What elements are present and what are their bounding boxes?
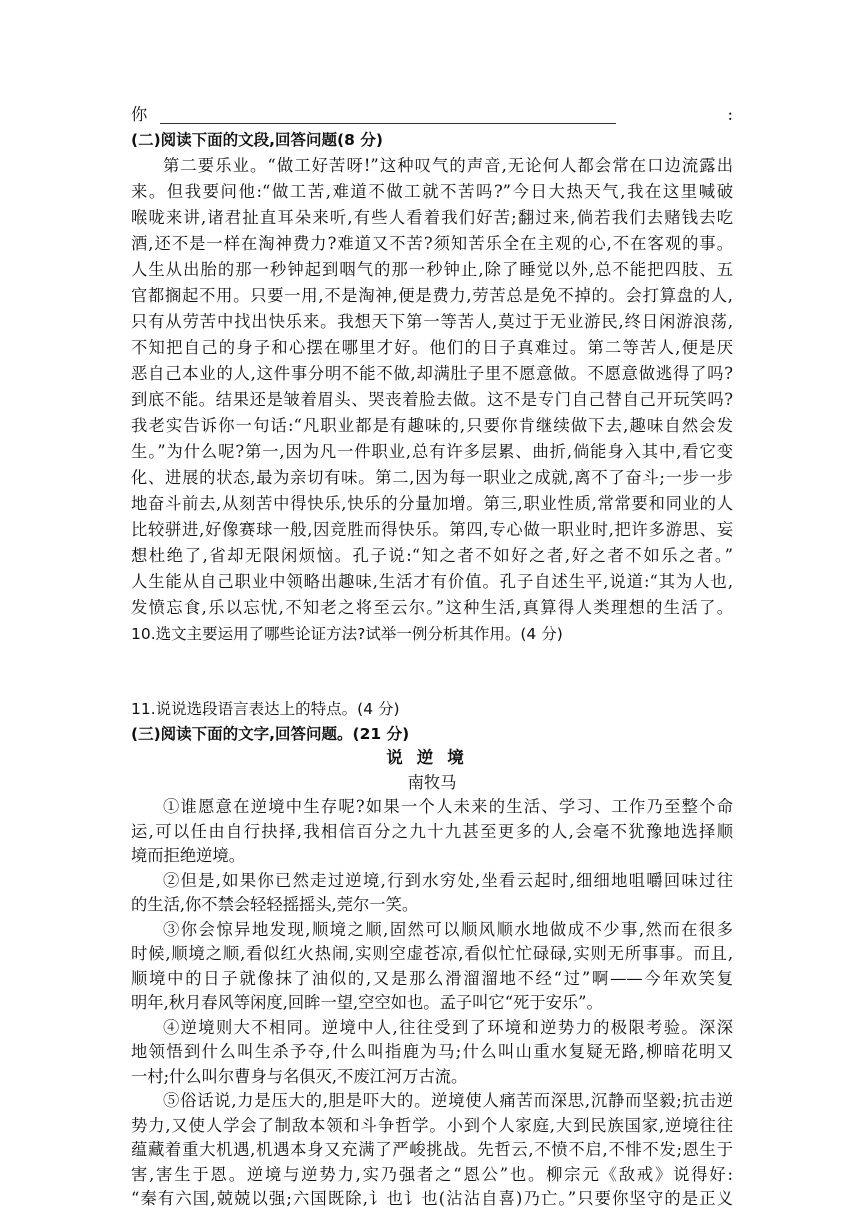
article-author: 南牧马 (407, 772, 457, 792)
article-paragraph-line: 一村;什么叫尔曹身与名俱灭,不废江河万古流。 (131, 1066, 468, 1086)
passage2-line: 到底不能。结果还是皱着眉头、哭丧着脸去做。这不是专门自己替自己开玩笑吗? (131, 390, 733, 409)
passage2-line: 地奋斗前去,从刻苦中得快乐,快乐的分量加增。第三,职业性质,常常要和同业的人 (131, 494, 733, 513)
passage2-line: 发愤忘食,乐以忘忧,不知老之将至云尔。”这种生活,真算得人类理想的生活了。 (131, 598, 733, 617)
article-paragraph-line: 势力,又使人学会了制敌本领和斗争哲学。小到个人家庭,大到民族国家,逆境往往 (131, 1115, 733, 1135)
article-paragraph-line: ②但是,如果你已然走过逆境,行到水穷处,坐看云起时,细细地咀嚼回味过往 (163, 870, 733, 890)
passage2-line: 喉咙来讲,诸君扯直耳朵来听,有些人看着我们好苦;翻过来,倘若我们去赌钱去吃 (131, 208, 733, 227)
article-paragraph-line: 的生活,你不禁会轻轻摇摇头,莞尔一笑。 (131, 895, 419, 915)
passage2-line: 官都搁起不用。只要一用,不是淘神,便是费力,劳苦总是免不掉的。会打算盘的人, (131, 286, 733, 305)
article-paragraph-line: “秦有六国,兢兢以强;六国既除,讠也讠也(沾沾自喜)乃亡。”只要你坚守的是正义 (131, 1189, 733, 1208)
passage2-line: 酒,还不是一样在淘神费力?难道又不苦?须知苦乐全在主观的心,不在客观的事。 (131, 234, 733, 253)
passage2-line: 我老实告诉你一句话:“凡职业都是有趣味的,只要你肯继续做下去,趣味自然会发 (131, 416, 733, 435)
passage2-line: 恶自己本业的人,这件事分明不能不做,却满肚子里不愿意做。不愿意做逃得了吗? (131, 364, 733, 383)
passage2-line: 第二要乐业。“做工好苦呀!”这种叹气的声音,无论何人都会常在口边流露出 (163, 156, 733, 175)
passage2-line: 人生能从自己职业中领略出趣味,生活才有价值。孔子自述生平,说道:“其为人也, (131, 572, 733, 591)
passage2-line: 想杜绝了,省却无限闲烦恼。孔子说:“知之者不如好之者,好之者不如乐之者。” (131, 546, 733, 565)
article-paragraph-line: ⑤俗话说,力是压大的,胆是吓大的。逆境使人痛苦而深思,沉静而坚毅;抗击逆 (163, 1091, 733, 1111)
passage2-line: 只有从劳苦中找出快乐来。我想天下第一等苦人,莫过于无业游民,终日闲游浪荡, (131, 312, 733, 331)
article-paragraph-line: ④逆境则大不相同。逆境中人,往往受到了环境和逆势力的极限考验。深深 (163, 1017, 733, 1037)
passage2-line: 生。”为什么呢?第一,因为凡一件职业,总有许多层累、曲折,倘能身入其中,看它变 (131, 442, 733, 461)
passage2-line: 人生从出胎的那一秒钟起到咽气的那一秒钟止,除了睡觉以外,总不能把四肢、五 (131, 260, 733, 279)
passage2-line: 化、进展的状态,最为亲切有味。第二,因为每一职业之成就,离不了奋斗;一步一步 (131, 468, 733, 487)
article-paragraph-line: 运,可以任由自行抉择,我相信百分之九十九甚至更多的人,会毫不犹豫地选择顺 (131, 821, 733, 841)
answer-label: 你: (131, 105, 733, 124)
article-paragraph-line: ①谁愿意在逆境中生存呢?如果一个人未来的生活、学习、工作乃至整个命 (163, 797, 733, 817)
article-paragraph-line: 害,害生于恩。逆境与逆势力,实乃强者之“恩公”也。柳宗元《敌戒》说得好: (131, 1164, 733, 1184)
article-paragraph-line: ③你会惊异地发现,顺境之顺,固然可以顺风顺水地做成不少事,然而在很多 (163, 919, 733, 939)
article-paragraph-line: 蕴藏着重大机遇,机遇本身又充满了严峻挑战。先哲云,不愤不启,不悱不发;恩生于 (131, 1140, 733, 1160)
section2-heading: (二)阅读下面的文段,回答问题(8 分) (131, 131, 383, 149)
question-11: 11.说说选段语言表达上的特点。(4 分) (131, 700, 400, 718)
article-paragraph-line: 境而拒绝逆境。 (131, 846, 245, 866)
article-paragraph-line: 明年,秋月春风等闲度,回眸一望,空空如也。孟子叫它“死于安乐”。 (131, 993, 603, 1013)
article-paragraph-line: 地领悟到什么叫生杀予夺,什么叫指鹿为马;什么叫山重水复疑无路,柳暗花明又 (131, 1042, 733, 1062)
article-title: 说逆境 (386, 748, 478, 768)
article-paragraph-line: 时候,顺境之顺,看似红火热闹,实则空虚苍凉,看似忙忙碌碌,实则无所事事。而且, (131, 944, 733, 964)
passage2-line: 来。但我要问他:“做工苦,难道不做工就不苦吗?”今日大热天气,我在这里喊破 (131, 182, 733, 201)
passage2-line: 不知把自己的身子和心摆在哪里才好。他们的日子真难过。第二等苦人,便是厌 (131, 338, 733, 357)
passage2-line: 比较骈进,好像赛球一般,因竞胜而得快乐。第四,专心做一职业时,把许多游思、妄 (131, 520, 733, 539)
section3-heading: (三)阅读下面的文字,回答问题。(21 分) (131, 724, 410, 743)
answer-blank-line[interactable] (160, 123, 616, 124)
article-paragraph-line: 顺境中的日子就像抹了油似的,又是那么滑溜溜地不经“过”啊——今年欢笑复 (131, 968, 733, 988)
question-10: 10.选文主要运用了哪些论证方法?试举一例分析其作用。(4 分) (131, 625, 563, 643)
